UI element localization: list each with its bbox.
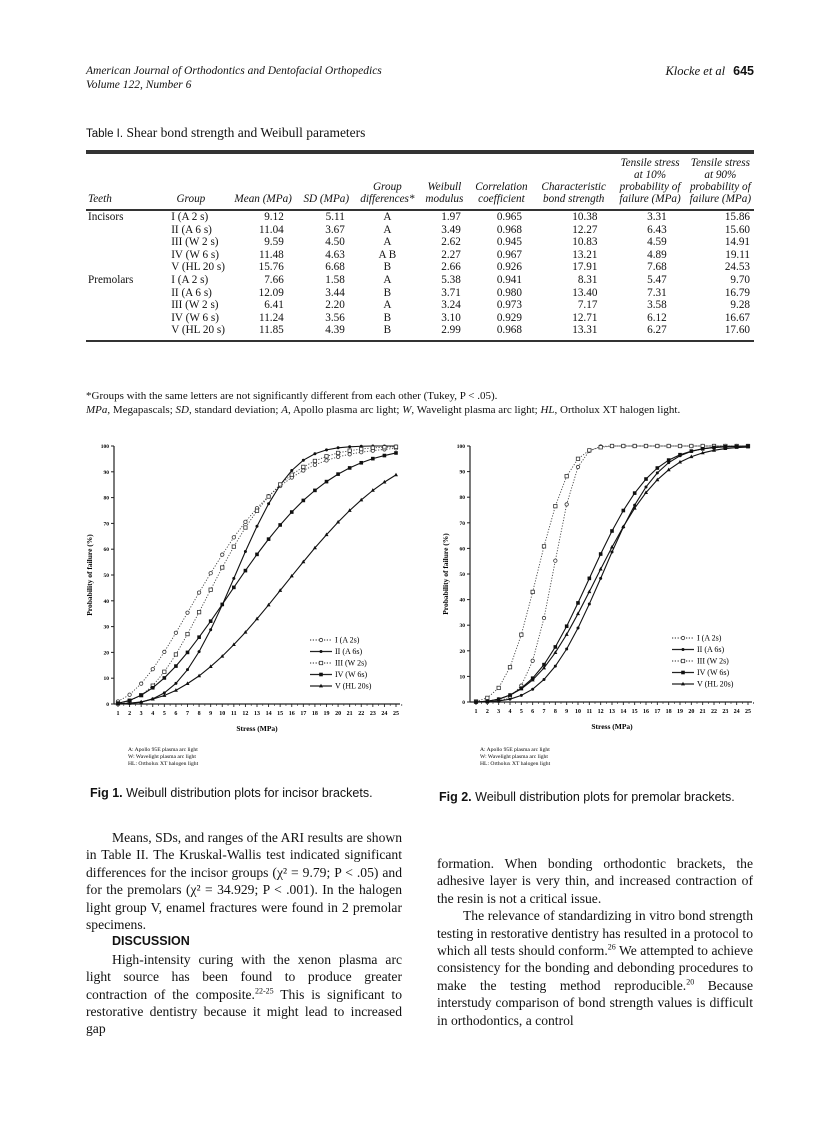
table-header-row [86, 153, 754, 210]
fig1-weibull-chart [82, 436, 422, 776]
table-row [86, 236, 754, 249]
cell-group: IV (W 6 s) [171, 311, 219, 324]
fig2-caption-text: Weibull distribution plots for premolar brackets. [475, 790, 735, 804]
cell-corr: 0.980 [496, 286, 522, 299]
cell-mean: 11.48 [259, 248, 284, 261]
x-tick-label: 7 [186, 711, 189, 717]
cell-mean: 11.04 [259, 223, 284, 236]
cell-t90: 14.91 [724, 236, 750, 249]
cell-teeth [86, 236, 153, 249]
cell-t90: 17.60 [687, 324, 754, 341]
body-left-column [86, 829, 402, 1038]
y-tick-label: 10 [103, 676, 109, 683]
x-tick-label: 8 [197, 711, 201, 717]
cell-sd: 4.39 [298, 324, 355, 341]
cell-corr: 0.965 [496, 211, 522, 223]
col-sd: SD (MPa) [298, 153, 355, 210]
cell-mean: 6.41 [264, 299, 284, 312]
x-tick-label: 22 [711, 709, 717, 715]
y-tick-label: 20 [459, 648, 465, 655]
cell-t10: 7.31 [647, 286, 667, 299]
x-tick-label: 20 [335, 711, 342, 717]
table-row [86, 224, 754, 237]
cell-diff: B [355, 324, 420, 341]
cell-modulus: 1.97 [441, 211, 461, 223]
cell-diff: B [383, 311, 392, 324]
cell-mean: 11.24 [259, 311, 284, 324]
y-tick-label: 50 [103, 573, 109, 579]
col-t10: Tensile stress at 10% probability of failure (MPa) [613, 153, 686, 210]
cell-modulus: 5.38 [441, 273, 461, 286]
legend-entry: III (W 2s) [335, 658, 367, 668]
body-right-column [437, 855, 753, 1029]
legend-entry: I (A 2s) [335, 635, 360, 645]
x-axis-label: Stress (MPa) [236, 724, 278, 733]
cell-mean: 12.09 [258, 286, 284, 299]
col-t90: Tensile stress at 90% probability of failure (MPa) [687, 153, 754, 210]
cell-char: 17.91 [572, 261, 598, 274]
cell-corr: 0.929 [496, 311, 522, 324]
cell-corr: 0.967 [496, 248, 522, 261]
legend-entry: II (A 6s) [697, 645, 725, 654]
cell-diff: A [383, 273, 392, 286]
footnote-abbreviations: MPa, Megapascals; SD, standard deviation; A, Apollo plasma arc light; W, Wavelight plasma arc light; HL, Ortholux XT halogen light. [86, 404, 681, 416]
cell-t90: 15.86 [724, 211, 750, 223]
shear-bond-strength-table [86, 150, 754, 342]
cell-char: 12.71 [572, 311, 598, 324]
table-row [86, 274, 754, 287]
journal-volume: Volume 122, Number 6 [86, 79, 192, 91]
figure-2 [434, 436, 774, 776]
fig2-weibull-chart [434, 436, 774, 776]
x-tick-label: 10 [575, 709, 581, 715]
cell-corr: 0.941 [496, 273, 522, 286]
col-group: Group [153, 153, 228, 210]
x-tick-label: 23 [722, 709, 729, 715]
x-tick-label: 5 [519, 709, 523, 715]
cell-teeth: Premolars [88, 273, 134, 286]
cell-modulus: 2.66 [441, 261, 461, 274]
light-source-note: HL: Ortholux XT halogen light [480, 761, 551, 767]
cell-corr: 0.973 [496, 299, 522, 312]
col-correlation: Correlation coefficient [469, 153, 534, 210]
y-tick-label: 50 [459, 572, 465, 578]
x-tick-label: 11 [230, 711, 237, 717]
cell-teeth [86, 261, 153, 274]
cell-t10: 4.89 [647, 248, 667, 261]
x-tick-label: 14 [620, 709, 627, 715]
cell-teeth [86, 324, 153, 341]
cell-modulus: 2.62 [441, 236, 461, 249]
x-tick-label: 17 [300, 711, 307, 717]
x-tick-label: 19 [323, 711, 330, 717]
x-tick-label: 10 [219, 711, 226, 717]
running-header-right [665, 64, 754, 79]
x-tick-label: 5 [162, 711, 166, 717]
fig2-caption [439, 789, 757, 805]
cell-t10: 3.31 [647, 211, 667, 223]
y-tick-label: 100 [100, 444, 109, 450]
cell-t90: 9.28 [730, 299, 750, 312]
x-tick-label: 25 [393, 711, 399, 717]
cell-group: I (A 2 s) [171, 273, 209, 286]
cell-diff: A [383, 236, 392, 249]
legend-entry: III (W 2s) [697, 656, 729, 666]
light-source-note: W: Wavelight plasma arc light [480, 754, 548, 760]
x-tick-label: 18 [665, 709, 672, 715]
x-tick-label: 1 [116, 711, 120, 717]
cell-char: 8.31 [577, 273, 598, 286]
section-heading-discussion: DISCUSSION [112, 934, 190, 949]
cell-t90: 15.60 [724, 223, 750, 236]
x-axis-label: Stress (MPa) [591, 722, 633, 731]
cell-sd: 4.63 [325, 248, 345, 261]
cell-t90: 16.67 [724, 311, 750, 324]
citation: 26 [607, 942, 616, 952]
cell-group: III (W 2 s) [171, 236, 219, 249]
y-tick-label: 0 [462, 700, 465, 706]
cell-char: 7.17 [577, 299, 598, 312]
x-tick-label: 15 [631, 709, 638, 715]
x-tick-label: 21 [346, 711, 353, 717]
x-tick-label: 12 [597, 709, 604, 715]
table-label: Table I. [86, 128, 124, 140]
running-header-journal [86, 64, 382, 92]
table-row [86, 324, 754, 341]
y-tick-label: 40 [459, 597, 465, 604]
x-tick-label: 13 [254, 711, 260, 717]
y-tick-label: 60 [459, 546, 465, 553]
y-tick-label: 30 [459, 623, 465, 630]
y-tick-label: 90 [459, 469, 465, 476]
x-tick-label: 18 [311, 711, 318, 717]
cell-group: II (A 6 s) [171, 286, 212, 299]
x-tick-label: 9 [209, 711, 213, 717]
paragraph-standardizing: The relevance of standardizing in vitro bond strength testing in restorative dentistry has resulted in a protocol to which all tests should conform.$^{26}$ We attempted to achieve consistency for the bonding and debonding procedures to make the testing method reproducible.$^{20}$ Because interstudy comparison of bond strength values is difficult in orthodontics, a control [437, 908, 753, 1028]
cell-teeth: Incisors [88, 211, 124, 223]
y-tick-label: 100 [456, 444, 465, 450]
cell-t90: 16.79 [724, 286, 750, 299]
cell-modulus: 3.10 [441, 311, 461, 324]
cell-t10: 4.59 [647, 236, 667, 249]
y-tick-label: 70 [459, 520, 465, 527]
paragraph-ari-results: Means, SDs, and ranges of the ARI results are shown in Table II. The Kruskal-Wallis test indicated significant differences for the incisor groups (χ² = 9.79; P < .05) and for the premolars (χ² = 34.929; P < .001). In the halogen light group V, enamel fractures were found in 2 premolar specimens. [86, 830, 402, 933]
table-row [86, 312, 754, 325]
x-tick-label: 3 [497, 709, 501, 715]
cell-sd: 6.68 [325, 261, 345, 274]
col-characteristic: Characteristic bond strength [534, 153, 613, 210]
y-tick-label: 60 [103, 547, 109, 554]
x-tick-label: 16 [288, 711, 295, 717]
cell-diff: A [383, 211, 392, 223]
x-tick-label: 25 [745, 709, 751, 715]
x-tick-label: 1 [474, 709, 478, 715]
light-source-note: A: Apollo 95E plasma arc light [480, 747, 550, 753]
table-row [86, 299, 754, 312]
legend [310, 636, 372, 691]
y-tick-label: 20 [103, 650, 109, 657]
cell-sd: 4.50 [325, 236, 345, 249]
x-tick-label: 22 [358, 711, 365, 717]
x-tick-label: 12 [242, 711, 249, 717]
x-tick-label: 4 [151, 711, 155, 717]
cell-t10: 3.58 [647, 299, 667, 312]
x-tick-label: 23 [369, 711, 376, 717]
cell-group: II (A 6 s) [171, 223, 212, 236]
cell-diff: A B [378, 248, 397, 261]
cell-char: 12.27 [572, 223, 598, 236]
cell-corr: 0.968 [496, 223, 522, 236]
cell-group: I (A 2 s) [171, 211, 209, 223]
x-tick-label: 16 [643, 709, 649, 715]
cell-teeth [86, 224, 153, 237]
cell-t10: 6.12 [647, 311, 667, 324]
col-teeth: Teeth [86, 153, 153, 210]
cell-t90: 9.70 [730, 273, 750, 286]
legend-entry: V (HL 20s) [697, 679, 734, 689]
cell-mean: 7.66 [264, 273, 284, 286]
x-tick-label: 20 [688, 709, 695, 715]
cell-char: 13.40 [572, 286, 598, 299]
light-source-note: A: Apollo 95E plasma arc light [128, 747, 198, 753]
cell-group: V (HL 20 s) [171, 261, 225, 274]
cell-teeth [86, 299, 153, 312]
cell-mean: 9.12 [264, 211, 284, 223]
x-tick-label: 7 [542, 709, 546, 715]
cell-sd: 3.67 [325, 223, 345, 236]
x-tick-label: 19 [677, 709, 683, 715]
citation: 22-25 [254, 986, 274, 996]
x-tick-label: 15 [277, 711, 284, 717]
cell-sd: 3.56 [325, 311, 345, 324]
cell-teeth [86, 287, 153, 300]
x-tick-label: 9 [565, 709, 569, 715]
y-tick-label: 30 [103, 624, 109, 631]
figure-1 [82, 436, 422, 776]
table-row [86, 287, 754, 300]
cell-t10: 5.47 [647, 273, 667, 286]
cell-corr: 0.926 [496, 261, 522, 274]
x-tick-label: 13 [609, 709, 615, 715]
journal-name: American Journal of Orthodontics and Dentofacial Orthopedics [86, 65, 382, 77]
table-title [86, 125, 365, 141]
x-tick-label: 24 [733, 709, 740, 715]
fig1-label: Fig 1. [90, 786, 123, 800]
col-mean: Mean (MPa) [229, 153, 298, 210]
legend-entry: II (A 6s) [335, 647, 363, 656]
x-tick-label: 6 [174, 711, 178, 717]
x-tick-label: 6 [531, 709, 535, 715]
x-tick-label: 14 [265, 711, 272, 717]
table-row [86, 261, 754, 274]
x-tick-label: 2 [128, 711, 132, 717]
cell-t10: 7.68 [647, 261, 667, 274]
y-tick-label: 70 [103, 521, 109, 528]
cell-mean: 9.59 [264, 236, 284, 249]
x-tick-label: 4 [508, 709, 512, 715]
cell-sd: 3.44 [325, 286, 345, 299]
footnote-significance: *Groups with the same letters are not significantly different from each other (Tukey, P < .05). [86, 390, 498, 402]
col-weibull-modulus: Weibull modulus [420, 153, 469, 210]
cell-t90: 19.11 [725, 248, 750, 261]
light-source-note: HL: Ortholux XT halogen light [128, 761, 199, 767]
y-tick-label: 90 [103, 469, 109, 476]
table-row [86, 210, 754, 224]
x-tick-label: 3 [139, 711, 143, 717]
cell-mean: 15.76 [258, 261, 284, 274]
cell-corr: 0.945 [496, 236, 522, 249]
cell-char: 13.21 [572, 248, 598, 261]
cell-sd: 5.11 [325, 211, 345, 223]
cell-group: IV (W 6 s) [171, 248, 219, 261]
y-tick-label: 80 [103, 495, 109, 502]
light-source-note: W: Wavelight plasma arc light [128, 754, 196, 760]
cell-char: 13.31 [534, 324, 613, 341]
cell-t10: 6.27 [613, 324, 686, 341]
legend [672, 634, 734, 689]
cell-char: 10.83 [572, 236, 598, 249]
cell-t90: 24.53 [724, 261, 750, 274]
table-footnotes [86, 389, 766, 417]
legend-entry: I (A 2s) [697, 633, 722, 643]
citation: 20 [686, 977, 695, 987]
page-number: 645 [733, 64, 754, 78]
paragraph-gap-formation: formation. When bonding orthodontic brackets, the adhesive layer is very thin, and increased contraction of the resin is not a critical issue. [437, 856, 753, 906]
fig2-label: Fig 2. [439, 790, 472, 804]
cell-corr: 0.968 [469, 324, 534, 341]
cell-teeth [86, 312, 153, 325]
y-tick-label: 40 [103, 598, 109, 605]
cell-modulus: 3.49 [441, 223, 461, 236]
cell-t10: 6.43 [647, 223, 667, 236]
legend-entry: IV (W 6s) [335, 670, 368, 679]
y-tick-label: 10 [459, 674, 465, 681]
cell-diff: B [383, 286, 392, 299]
cell-sd: 1.58 [325, 273, 345, 286]
x-tick-label: 2 [485, 709, 489, 715]
cell-mean: 11.85 [229, 324, 298, 341]
cell-group: III (W 2 s) [171, 299, 219, 312]
cell-diff: A [383, 223, 392, 236]
y-tick-label: 80 [459, 495, 465, 502]
cell-group: V (HL 20 s) [153, 324, 228, 341]
cell-char: 10.38 [572, 211, 598, 223]
cell-teeth [86, 249, 153, 262]
col-group-diff: Group differences* [355, 153, 420, 210]
y-axis-label: Probability of failure (%) [441, 533, 450, 615]
fig1-caption [90, 785, 420, 801]
cell-modulus: 3.24 [441, 299, 461, 312]
y-tick-label: 0 [106, 702, 109, 708]
table-row [86, 249, 754, 262]
paragraph-discussion-1: High-intensity curing with the xenon plasma arc light source has been found to produce greater contraction of the composite.$^{22-25}$ This is significant to restorative dentistry because it might lead to increased gap [86, 951, 402, 1037]
cell-sd: 2.20 [325, 299, 345, 312]
x-tick-label: 11 [586, 709, 593, 715]
cell-modulus: 2.99 [420, 324, 469, 341]
cell-modulus: 2.27 [441, 248, 461, 261]
fig1-caption-text: Weibull distribution plots for incisor brackets. [126, 786, 373, 800]
legend-entry: IV (W 6s) [697, 668, 730, 677]
x-tick-label: 17 [654, 709, 661, 715]
cell-modulus: 3.71 [441, 286, 461, 299]
legend-entry: V (HL 20s) [335, 681, 372, 691]
cell-diff: B [383, 261, 392, 274]
table-caption: Shear bond strength and Weibull parameters [126, 125, 366, 140]
authors: Klocke et al [665, 64, 726, 78]
x-tick-label: 21 [699, 709, 706, 715]
cell-diff: A [383, 299, 392, 312]
y-axis-label: Probability of failure (%) [85, 534, 94, 616]
x-tick-label: 24 [381, 711, 388, 717]
x-tick-label: 8 [553, 709, 557, 715]
